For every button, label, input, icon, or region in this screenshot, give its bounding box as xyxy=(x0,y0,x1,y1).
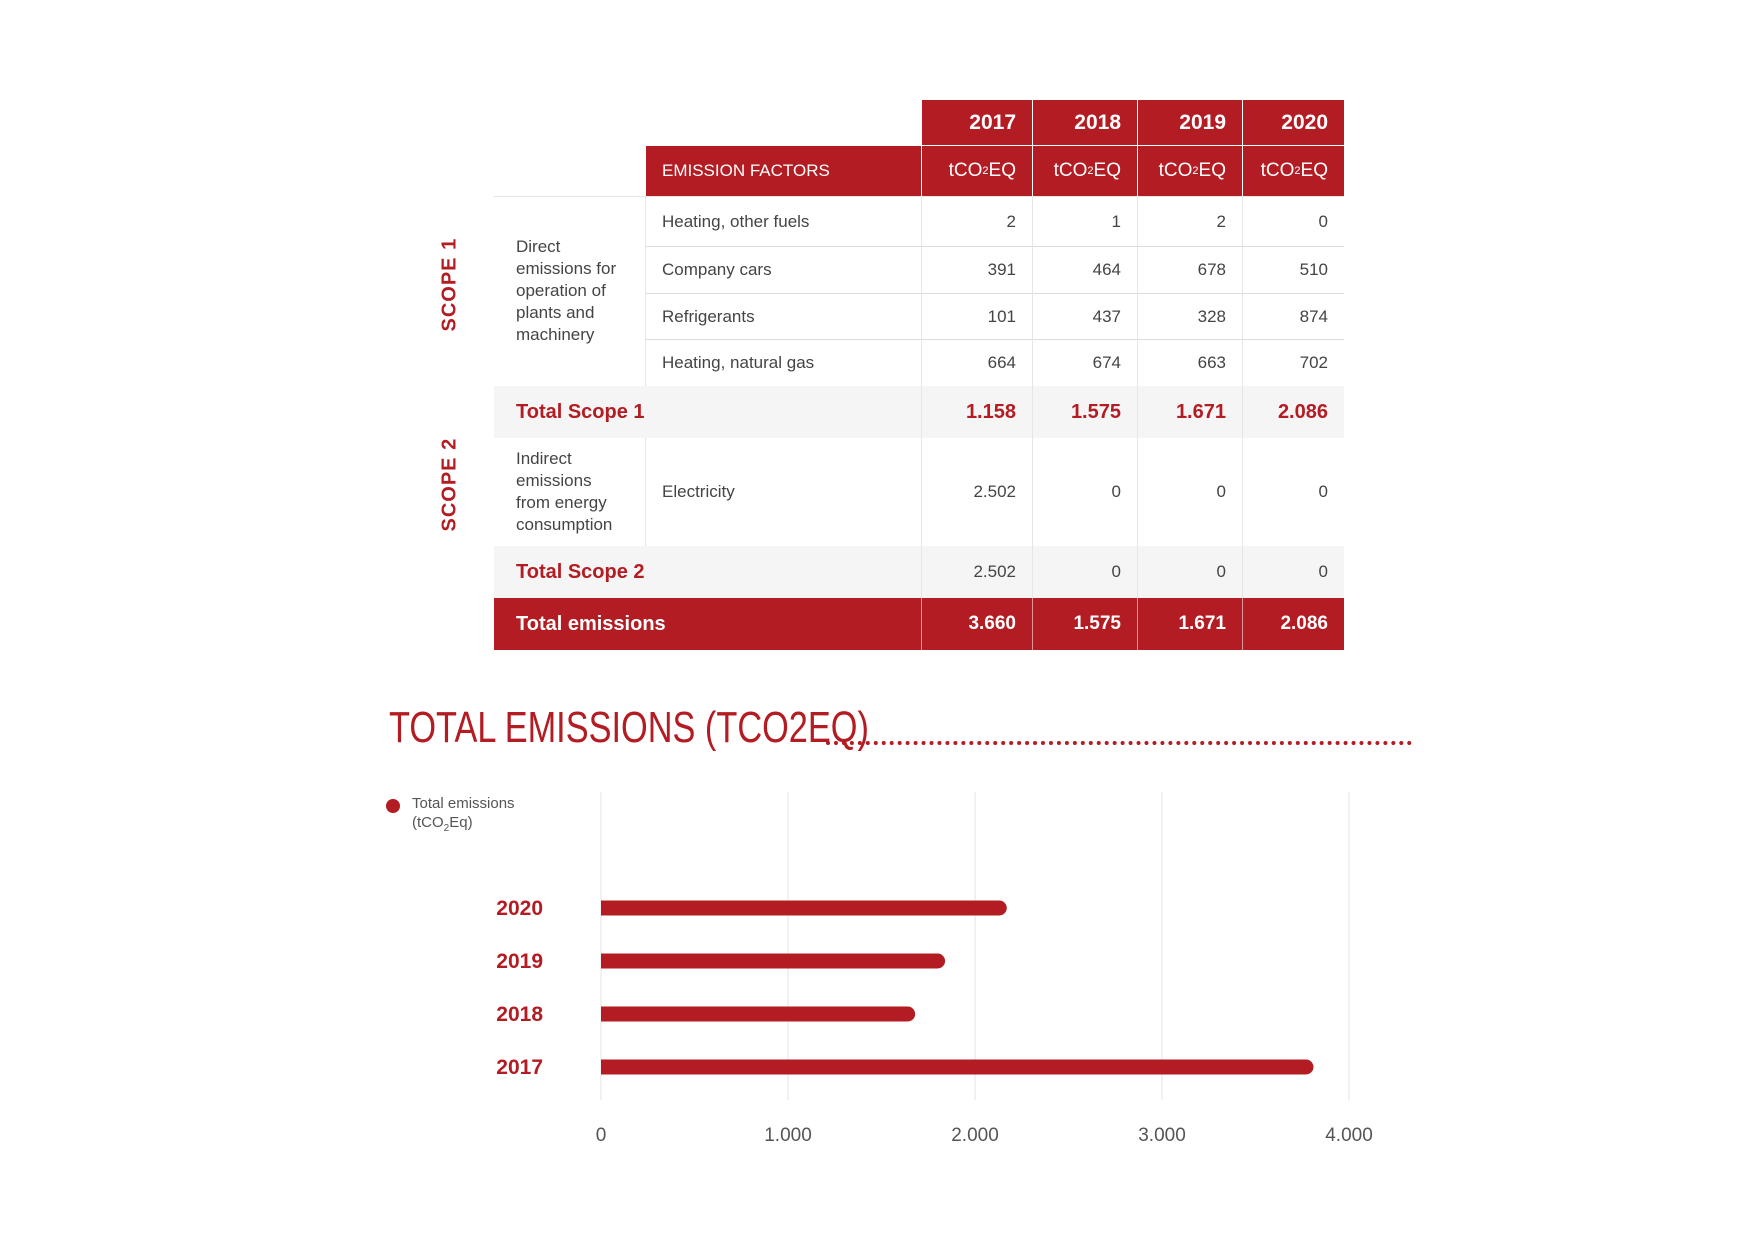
total-scope1-2018: 1.575 xyxy=(1070,400,1121,423)
unit-prefix: tCO xyxy=(1158,160,1193,181)
row-value-2018: 0 xyxy=(1111,482,1121,501)
unit-prefix: tCO xyxy=(1053,160,1088,181)
category-label: 2017 xyxy=(496,1056,543,1079)
legend-line2-prefix: (tCO xyxy=(412,814,444,831)
year-header-2018: 2018 xyxy=(1033,100,1137,145)
year-header-2017: 2017 xyxy=(922,100,1032,145)
bar-2017 xyxy=(601,1060,1313,1075)
bar-start-2017 xyxy=(601,1060,616,1075)
row-value-2019: 678 xyxy=(1197,260,1226,279)
row-value-2020: 0 xyxy=(1318,482,1328,501)
total-emissions-2017: 3.660 xyxy=(968,613,1016,634)
x-tick-label: 4.000 xyxy=(1325,1125,1373,1146)
unit-prefix: tCO xyxy=(948,160,983,181)
category-label: 2020 xyxy=(496,897,543,920)
row-name: Heating, natural gas xyxy=(662,353,815,372)
row-value-2019: 663 xyxy=(1197,353,1226,372)
unit-suffix: EQ xyxy=(1093,160,1121,181)
unit-sub: 2 xyxy=(1087,165,1094,177)
legend-line2-suffix: Eq) xyxy=(449,814,473,831)
x-tick-label: 3.000 xyxy=(1138,1125,1186,1146)
category-label: 2019 xyxy=(496,950,543,973)
year-header-2019: 2019 xyxy=(1138,100,1242,145)
bar-start-2019 xyxy=(601,954,616,969)
total-scope1-label: Total Scope 1 xyxy=(516,400,645,423)
bar-2018 xyxy=(601,1007,915,1022)
total-scope2-2019: 0 xyxy=(1216,562,1226,581)
category-label: 2018 xyxy=(496,1003,543,1026)
x-tick-label: 1.000 xyxy=(764,1125,812,1146)
unit-sub: 2 xyxy=(982,165,989,177)
scope2-label: SCOPE 2 xyxy=(438,437,461,532)
x-tick-label: 0 xyxy=(595,1125,607,1146)
row-value-2018: 464 xyxy=(1092,260,1121,279)
bar-start-2020 xyxy=(601,901,616,916)
legend-line2-sub: 2 xyxy=(443,823,450,834)
total-scope2-2017: 2.502 xyxy=(973,562,1016,581)
row-name: Electricity xyxy=(662,482,735,501)
x-tick-label: 2.000 xyxy=(951,1125,999,1146)
row-value-2020: 874 xyxy=(1299,306,1328,326)
row-value-2019: 2 xyxy=(1216,211,1226,231)
unit-prefix: tCO xyxy=(1260,160,1295,181)
row-value-2019: 328 xyxy=(1197,306,1226,326)
total-emissions-2018: 1.575 xyxy=(1073,613,1121,634)
total-emissions-2019: 1.671 xyxy=(1178,613,1226,634)
unit-suffix: EQ xyxy=(988,160,1016,181)
total-scope1-2020: 2.086 xyxy=(1277,400,1328,423)
year-header-2020: 2020 xyxy=(1243,100,1344,145)
legend-line1: Total emissions xyxy=(412,795,515,812)
row-value-2019: 0 xyxy=(1216,482,1226,501)
chart-title: TOTAL EMISSIONS (TCO2EQ) xyxy=(389,703,869,752)
bar-2020 xyxy=(601,901,1007,916)
row-name: Heating, other fuels xyxy=(662,211,810,231)
row-value-2020: 510 xyxy=(1299,260,1328,279)
emission-factors-label: EMISSION FACTORS xyxy=(662,161,830,180)
bar-start-2018 xyxy=(601,1007,616,1022)
total-emissions-2020: 2.086 xyxy=(1280,613,1328,634)
total-scope2-label: Total Scope 2 xyxy=(516,560,645,583)
unit-sub: 2 xyxy=(1294,165,1301,177)
row-name: Company cars xyxy=(662,260,772,279)
bar-2019 xyxy=(601,954,945,969)
row-value-2017: 664 xyxy=(987,353,1016,372)
row-value-2017: 101 xyxy=(987,306,1016,326)
row-value-2018: 437 xyxy=(1092,306,1121,326)
row-value-2020: 0 xyxy=(1318,211,1328,231)
total-scope1-2019: 1.671 xyxy=(1175,400,1226,423)
unit-suffix: EQ xyxy=(1198,160,1226,181)
unit-suffix: EQ xyxy=(1300,160,1328,181)
row-value-2018: 1 xyxy=(1111,211,1121,231)
row-value-2017: 2.502 xyxy=(973,482,1016,501)
scope2-description: Indirect emissions from energy consumption xyxy=(516,449,613,534)
unit-sub: 2 xyxy=(1192,165,1199,177)
row-name: Refrigerants xyxy=(662,306,755,326)
total-scope2-2020: 0 xyxy=(1318,562,1328,581)
total-emissions-label: Total emissions xyxy=(516,612,666,635)
row-value-2017: 2 xyxy=(1006,211,1016,231)
row-value-2020: 702 xyxy=(1299,353,1328,372)
scope1-label: SCOPE 1 xyxy=(438,237,461,332)
row-value-2018: 674 xyxy=(1092,353,1121,372)
total-scope1-2017: 1.158 xyxy=(965,400,1016,423)
scope1-description: Direct emissions for operation of plants and machinery xyxy=(516,237,617,344)
total-scope2-2018: 0 xyxy=(1111,562,1121,581)
row-value-2017: 391 xyxy=(987,260,1016,279)
